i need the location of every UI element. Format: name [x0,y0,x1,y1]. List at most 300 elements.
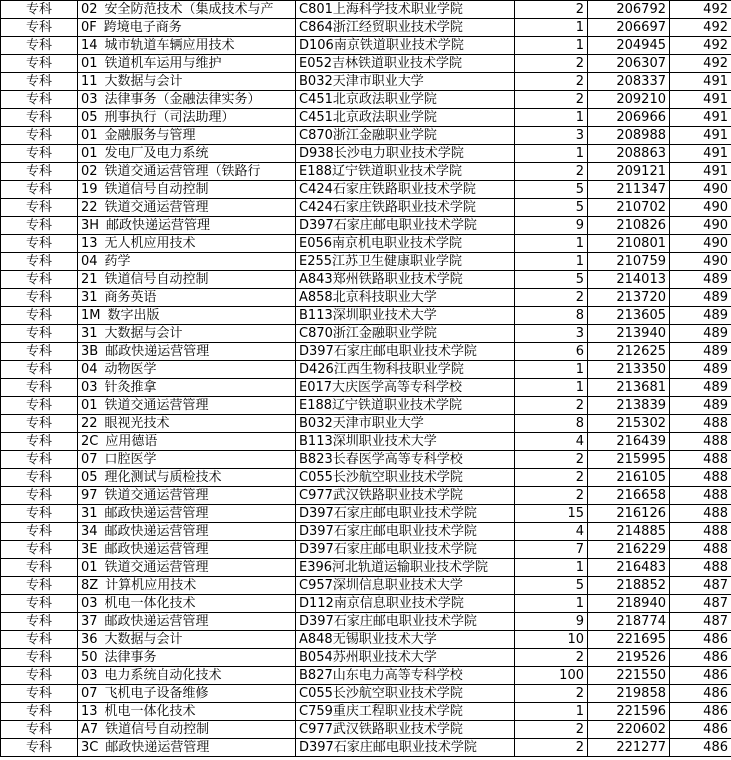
cell-plan-count[interactable]: 1 [515,109,588,127]
table-row[interactable] [1,613,731,631]
cell-major[interactable] [78,181,296,199]
cell-school[interactable]: D397石家庄邮电职业技术学院 [296,523,515,541]
cell-school[interactable]: B827山东电力高等专科学校 [296,667,515,685]
cell-rank[interactable]: 206966 [588,109,670,127]
cell-score[interactable]: 492 [670,37,731,55]
cell-score[interactable]: 488 [670,541,731,559]
cell-rank[interactable]: 204945 [588,37,670,55]
cell-school[interactable]: C870浙江金融职业学院 [296,127,515,145]
cell-level[interactable]: 专科 [1,469,78,487]
table-row[interactable] [1,271,731,289]
cell-rank[interactable]: 221277 [588,739,670,757]
cell-major[interactable] [78,451,296,469]
cell-score[interactable]: 486 [670,667,731,685]
cell-score[interactable]: 489 [670,343,731,361]
cell-plan-count[interactable]: 2 [515,55,588,73]
cell-plan-count[interactable]: 1 [515,19,588,37]
cell-plan-count[interactable]: 2 [515,739,588,757]
cell-level[interactable]: 专科 [1,343,78,361]
cell-level[interactable]: 专科 [1,253,78,271]
cell-school[interactable]: D397石家庄邮电职业技术学院 [296,343,515,361]
cell-rank[interactable]: 218774 [588,613,670,631]
cell-rank[interactable]: 216126 [588,505,670,523]
cell-level[interactable]: 专科 [1,505,78,523]
cell-plan-count[interactable]: 3 [515,127,588,145]
cell-plan-count[interactable]: 1 [515,235,588,253]
cell-level[interactable]: 专科 [1,451,78,469]
cell-major[interactable] [78,235,296,253]
table-row[interactable] [1,55,731,73]
cell-score[interactable]: 490 [670,235,731,253]
cell-level[interactable]: 专科 [1,685,78,703]
cell-school[interactable]: D397石家庄邮电职业技术学院 [296,541,515,559]
cell-plan-count[interactable]: 10 [515,631,588,649]
table-row[interactable] [1,199,731,217]
table-row[interactable] [1,505,731,523]
table-row[interactable] [1,73,731,91]
cell-major[interactable] [78,379,296,397]
cell-level[interactable]: 专科 [1,379,78,397]
cell-school[interactable]: C801上海科学技术职业学院 [296,1,515,19]
cell-rank[interactable]: 209210 [588,91,670,109]
cell-major[interactable] [78,487,296,505]
cell-level[interactable]: 专科 [1,415,78,433]
cell-major[interactable] [78,109,296,127]
cell-plan-count[interactable]: 5 [515,181,588,199]
cell-level[interactable]: 专科 [1,361,78,379]
cell-score[interactable]: 486 [670,631,731,649]
cell-school[interactable]: A843郑州铁路职业技术学院 [296,271,515,289]
cell-school[interactable]: B054苏州职业技术大学 [296,649,515,667]
cell-score[interactable]: 490 [670,217,731,235]
cell-rank[interactable]: 216658 [588,487,670,505]
cell-major[interactable] [78,307,296,325]
cell-plan-count[interactable]: 9 [515,217,588,235]
cell-score[interactable]: 491 [670,91,731,109]
cell-plan-count[interactable]: 1 [515,253,588,271]
cell-major[interactable] [78,397,296,415]
major-code: 3C [81,740,99,755]
cell-school[interactable]: D106南京铁道职业技术学院 [296,37,515,55]
table-row[interactable] [1,631,731,649]
table-row[interactable] [1,325,731,343]
cell-major[interactable] [78,703,296,721]
table-row[interactable] [1,415,731,433]
cell-level[interactable]: 专科 [1,55,78,73]
cell-rank[interactable]: 213940 [588,325,670,343]
cell-rank[interactable]: 210759 [588,253,670,271]
table-row[interactable] [1,145,731,163]
cell-major[interactable] [78,505,296,523]
cell-level[interactable]: 专科 [1,721,78,739]
cell-plan-count[interactable]: 2 [515,469,588,487]
table-row[interactable] [1,703,731,721]
table-row[interactable] [1,343,731,361]
cell-major[interactable] [78,73,296,91]
cell-score[interactable]: 489 [670,361,731,379]
cell-level[interactable]: 专科 [1,577,78,595]
cell-plan-count[interactable]: 2 [515,685,588,703]
cell-level[interactable]: 专科 [1,559,78,577]
cell-plan-count[interactable]: 2 [515,289,588,307]
cell-score[interactable]: 488 [670,523,731,541]
cell-level[interactable]: 专科 [1,73,78,91]
table-row[interactable] [1,19,731,37]
table-row[interactable] [1,253,731,271]
cell-score[interactable]: 489 [670,397,731,415]
cell-rank[interactable]: 213350 [588,361,670,379]
major-name: 铁道交通运营管理 [104,488,209,503]
cell-major[interactable] [78,433,296,451]
cell-major[interactable] [78,217,296,235]
cell-major[interactable] [78,127,296,145]
table-row[interactable] [1,181,731,199]
cell-level[interactable]: 专科 [1,37,78,55]
cell-rank[interactable]: 213720 [588,289,670,307]
cell-plan-count[interactable]: 5 [515,577,588,595]
table-row[interactable] [1,433,731,451]
cell-score[interactable]: 488 [670,415,731,433]
cell-rank[interactable]: 216105 [588,469,670,487]
cell-rank[interactable]: 206307 [588,55,670,73]
cell-school[interactable]: E188辽宁铁道职业技术学院 [296,397,515,415]
cell-major[interactable] [78,685,296,703]
cell-major[interactable] [78,739,296,757]
cell-score[interactable]: 492 [670,55,731,73]
table-row[interactable] [1,37,731,55]
cell-rank[interactable]: 211347 [588,181,670,199]
cell-score[interactable]: 486 [670,721,731,739]
cell-level[interactable]: 专科 [1,199,78,217]
cell-plan-count[interactable]: 8 [515,415,588,433]
cell-major[interactable] [78,145,296,163]
cell-school[interactable]: A848无锡职业技术大学 [296,631,515,649]
table-row[interactable] [1,235,731,253]
cell-level[interactable]: 专科 [1,595,78,613]
cell-school[interactable]: D397石家庄邮电职业技术学院 [296,739,515,757]
cell-major[interactable] [78,667,296,685]
cell-school[interactable]: C451北京政法职业学院 [296,109,515,127]
cell-school[interactable]: D426江西生物科技职业学院 [296,361,515,379]
cell-level[interactable]: 专科 [1,19,78,37]
cell-rank[interactable]: 215995 [588,451,670,469]
cell-plan-count[interactable]: 2 [515,163,588,181]
table-row[interactable] [1,685,731,703]
cell-score[interactable]: 487 [670,577,731,595]
cell-school[interactable]: C424石家庄铁路职业技术学院 [296,199,515,217]
cell-school[interactable]: C759重庆工程职业技术学院 [296,703,515,721]
cell-major[interactable] [78,343,296,361]
cell-rank[interactable]: 213681 [588,379,670,397]
cell-plan-count[interactable]: 2 [515,487,588,505]
cell-level[interactable]: 专科 [1,235,78,253]
cell-major[interactable] [78,649,296,667]
cell-score[interactable]: 491 [670,109,731,127]
cell-rank[interactable]: 213605 [588,307,670,325]
cell-rank[interactable]: 206697 [588,19,670,37]
cell-score[interactable]: 491 [670,127,731,145]
table-row[interactable] [1,163,731,181]
cell-level[interactable]: 专科 [1,91,78,109]
cell-score[interactable]: 489 [670,325,731,343]
table-row[interactable] [1,469,731,487]
table-row[interactable] [1,541,731,559]
cell-level[interactable]: 专科 [1,127,78,145]
cell-score[interactable]: 489 [670,271,731,289]
cell-score[interactable]: 488 [670,469,731,487]
cell-plan-count[interactable]: 1 [515,361,588,379]
cell-school[interactable]: B032天津市职业大学 [296,415,515,433]
cell-major[interactable] [78,253,296,271]
cell-rank[interactable]: 208988 [588,127,670,145]
cell-major[interactable] [78,559,296,577]
cell-rank[interactable]: 208337 [588,73,670,91]
cell-plan-count[interactable]: 5 [515,199,588,217]
cell-level[interactable]: 专科 [1,703,78,721]
cell-score[interactable]: 487 [670,613,731,631]
cell-score[interactable]: 486 [670,739,731,757]
cell-level[interactable]: 专科 [1,433,78,451]
cell-plan-count[interactable]: 8 [515,307,588,325]
table-row[interactable] [1,559,731,577]
cell-major[interactable] [78,469,296,487]
cell-school[interactable]: C870浙江金融职业学院 [296,325,515,343]
cell-plan-count[interactable]: 2 [515,397,588,415]
cell-school[interactable]: D397石家庄邮电职业技术学院 [296,217,515,235]
cell-major[interactable] [78,289,296,307]
cell-major[interactable] [78,19,296,37]
table-row[interactable] [1,721,731,739]
cell-level[interactable]: 专科 [1,631,78,649]
table-row[interactable] [1,487,731,505]
cell-level[interactable]: 专科 [1,271,78,289]
cell-major[interactable] [78,325,296,343]
cell-major[interactable] [78,55,296,73]
table-row[interactable] [1,595,731,613]
cell-score[interactable]: 486 [670,703,731,721]
table-row[interactable] [1,109,731,127]
cell-score[interactable]: 488 [670,559,731,577]
cell-score[interactable]: 491 [670,163,731,181]
cell-plan-count[interactable]: 1 [515,379,588,397]
cell-major[interactable] [78,523,296,541]
table-row[interactable] [1,127,731,145]
cell-level[interactable]: 专科 [1,667,78,685]
cell-level[interactable]: 专科 [1,541,78,559]
table-row[interactable] [1,379,731,397]
cell-rank[interactable]: 214013 [588,271,670,289]
cell-major[interactable] [78,271,296,289]
cell-school[interactable]: C055长沙航空职业技术学院 [296,469,515,487]
cell-score[interactable]: 491 [670,73,731,91]
cell-rank[interactable]: 213839 [588,397,670,415]
cell-plan-count[interactable]: 2 [515,1,588,19]
cell-plan-count[interactable]: 2 [515,91,588,109]
cell-plan-count[interactable]: 7 [515,541,588,559]
cell-score[interactable]: 489 [670,379,731,397]
cell-school[interactable]: D112南京信息职业技术学院 [296,595,515,613]
cell-plan-count[interactable]: 1 [515,595,588,613]
cell-level[interactable]: 专科 [1,109,78,127]
cell-level[interactable]: 专科 [1,325,78,343]
cell-level[interactable]: 专科 [1,181,78,199]
cell-school[interactable]: C977武汉铁路职业技术学院 [296,487,515,505]
cell-school[interactable]: E188辽宁铁道职业技术学院 [296,163,515,181]
cell-level[interactable]: 专科 [1,289,78,307]
cell-school[interactable]: E396河北轨道运输职业技术学院 [296,559,515,577]
cell-plan-count[interactable]: 2 [515,73,588,91]
cell-school[interactable]: C977武汉铁路职业技术学院 [296,721,515,739]
cell-plan-count[interactable]: 5 [515,271,588,289]
major-name: 数字出版 [107,308,160,323]
cell-plan-count[interactable]: 3 [515,325,588,343]
table-row[interactable] [1,451,731,469]
cell-score[interactable]: 490 [670,181,731,199]
cell-rank[interactable]: 212625 [588,343,670,361]
table-row[interactable] [1,739,731,757]
cell-rank[interactable]: 219858 [588,685,670,703]
cell-rank[interactable]: 219526 [588,649,670,667]
cell-rank[interactable]: 221550 [588,667,670,685]
cell-plan-count[interactable]: 4 [515,433,588,451]
table-row[interactable] [1,667,731,685]
cell-school[interactable]: C055长沙航空职业技术学院 [296,685,515,703]
table-row[interactable] [1,91,731,109]
table-row[interactable] [1,1,731,19]
cell-level[interactable]: 专科 [1,487,78,505]
cell-plan-count[interactable]: 15 [515,505,588,523]
major-name: 邮政快递运营管理 [104,542,209,557]
cell-score[interactable]: 492 [670,19,731,37]
cell-major[interactable] [78,577,296,595]
cell-plan-count[interactable]: 1 [515,37,588,55]
table-row[interactable] [1,649,731,667]
cell-plan-count[interactable]: 100 [515,667,588,685]
cell-plan-count[interactable]: 6 [515,343,588,361]
cell-school[interactable]: E255江苏卫生健康职业学院 [296,253,515,271]
table-row[interactable] [1,289,731,307]
cell-score[interactable]: 491 [670,145,731,163]
cell-score[interactable]: 486 [670,649,731,667]
cell-rank[interactable]: 218940 [588,595,670,613]
cell-level[interactable]: 专科 [1,1,78,19]
cell-major[interactable] [78,721,296,739]
cell-major[interactable] [78,1,296,19]
cell-rank[interactable]: 221596 [588,703,670,721]
table-row[interactable] [1,307,731,325]
cell-plan-count[interactable]: 4 [515,523,588,541]
cell-level[interactable]: 专科 [1,307,78,325]
cell-level[interactable]: 专科 [1,613,78,631]
cell-school[interactable]: C451北京政法职业学院 [296,91,515,109]
table-row[interactable] [1,217,731,235]
cell-score[interactable]: 492 [670,1,731,19]
cell-school[interactable]: C864浙江经贸职业技术学院 [296,19,515,37]
cell-score[interactable]: 488 [670,433,731,451]
cell-rank[interactable]: 218852 [588,577,670,595]
cell-rank[interactable]: 206792 [588,1,670,19]
table-row[interactable] [1,361,731,379]
cell-school[interactable]: E017大庆医学高等专科学校 [296,379,515,397]
cell-level[interactable]: 专科 [1,217,78,235]
cell-plan-count[interactable]: 2 [515,649,588,667]
cell-score[interactable]: 489 [670,307,731,325]
cell-level[interactable]: 专科 [1,739,78,757]
cell-major[interactable] [78,37,296,55]
cell-score[interactable]: 488 [670,451,731,469]
cell-major[interactable] [78,595,296,613]
cell-school[interactable]: D397石家庄邮电职业技术学院 [296,505,515,523]
cell-score[interactable]: 488 [670,487,731,505]
cell-school[interactable]: B113深圳职业技术大学 [296,307,515,325]
cell-school[interactable]: B113深圳职业技术大学 [296,433,515,451]
cell-level[interactable]: 专科 [1,523,78,541]
cell-school[interactable]: D397石家庄邮电职业技术学院 [296,613,515,631]
cell-rank[interactable]: 215302 [588,415,670,433]
cell-rank[interactable]: 208863 [588,145,670,163]
cell-rank[interactable]: 210801 [588,235,670,253]
cell-score[interactable]: 488 [670,505,731,523]
cell-major[interactable] [78,163,296,181]
cell-major[interactable] [78,631,296,649]
cell-school[interactable]: E056南京机电职业技术学院 [296,235,515,253]
cell-rank[interactable]: 216229 [588,541,670,559]
cell-score[interactable]: 489 [670,289,731,307]
cell-major[interactable] [78,415,296,433]
cell-score[interactable]: 487 [670,595,731,613]
cell-major[interactable] [78,613,296,631]
cell-level[interactable]: 专科 [1,163,78,181]
cell-rank[interactable]: 209121 [588,163,670,181]
major-code: 19 [81,182,98,197]
cell-school[interactable]: E052吉林铁道职业技术学院 [296,55,515,73]
cell-school[interactable]: D938长沙电力职业技术学院 [296,145,515,163]
cell-level[interactable]: 专科 [1,145,78,163]
cell-school[interactable]: A858北京科技职业大学 [296,289,515,307]
cell-score[interactable]: 490 [670,199,731,217]
cell-plan-count[interactable]: 1 [515,559,588,577]
cell-level[interactable]: 专科 [1,649,78,667]
cell-score[interactable]: 490 [670,253,731,271]
cell-major[interactable] [78,199,296,217]
cell-rank[interactable]: 221695 [588,631,670,649]
cell-plan-count[interactable]: 1 [515,703,588,721]
cell-rank[interactable]: 216483 [588,559,670,577]
cell-level[interactable]: 专科 [1,397,78,415]
cell-plan-count[interactable]: 2 [515,721,588,739]
cell-rank[interactable]: 210826 [588,217,670,235]
cell-score[interactable]: 486 [670,685,731,703]
major-code: 31 [81,326,98,341]
table-row[interactable] [1,577,731,595]
table-row[interactable] [1,523,731,541]
cell-rank[interactable]: 210702 [588,199,670,217]
cell-major[interactable] [78,361,296,379]
cell-plan-count[interactable]: 2 [515,451,588,469]
cell-school[interactable]: C424石家庄铁路职业技术学院 [296,181,515,199]
cell-plan-count[interactable]: 9 [515,613,588,631]
cell-rank[interactable]: 220602 [588,721,670,739]
cell-school[interactable]: B823长春医学高等专科学校 [296,451,515,469]
cell-rank[interactable]: 214885 [588,523,670,541]
cell-school[interactable]: B032天津市职业大学 [296,73,515,91]
cell-plan-count[interactable]: 1 [515,145,588,163]
table-row[interactable] [1,397,731,415]
cell-rank[interactable]: 216439 [588,433,670,451]
cell-major[interactable] [78,541,296,559]
cell-major[interactable] [78,91,296,109]
cell-school[interactable]: C957深圳信息职业技术大学 [296,577,515,595]
